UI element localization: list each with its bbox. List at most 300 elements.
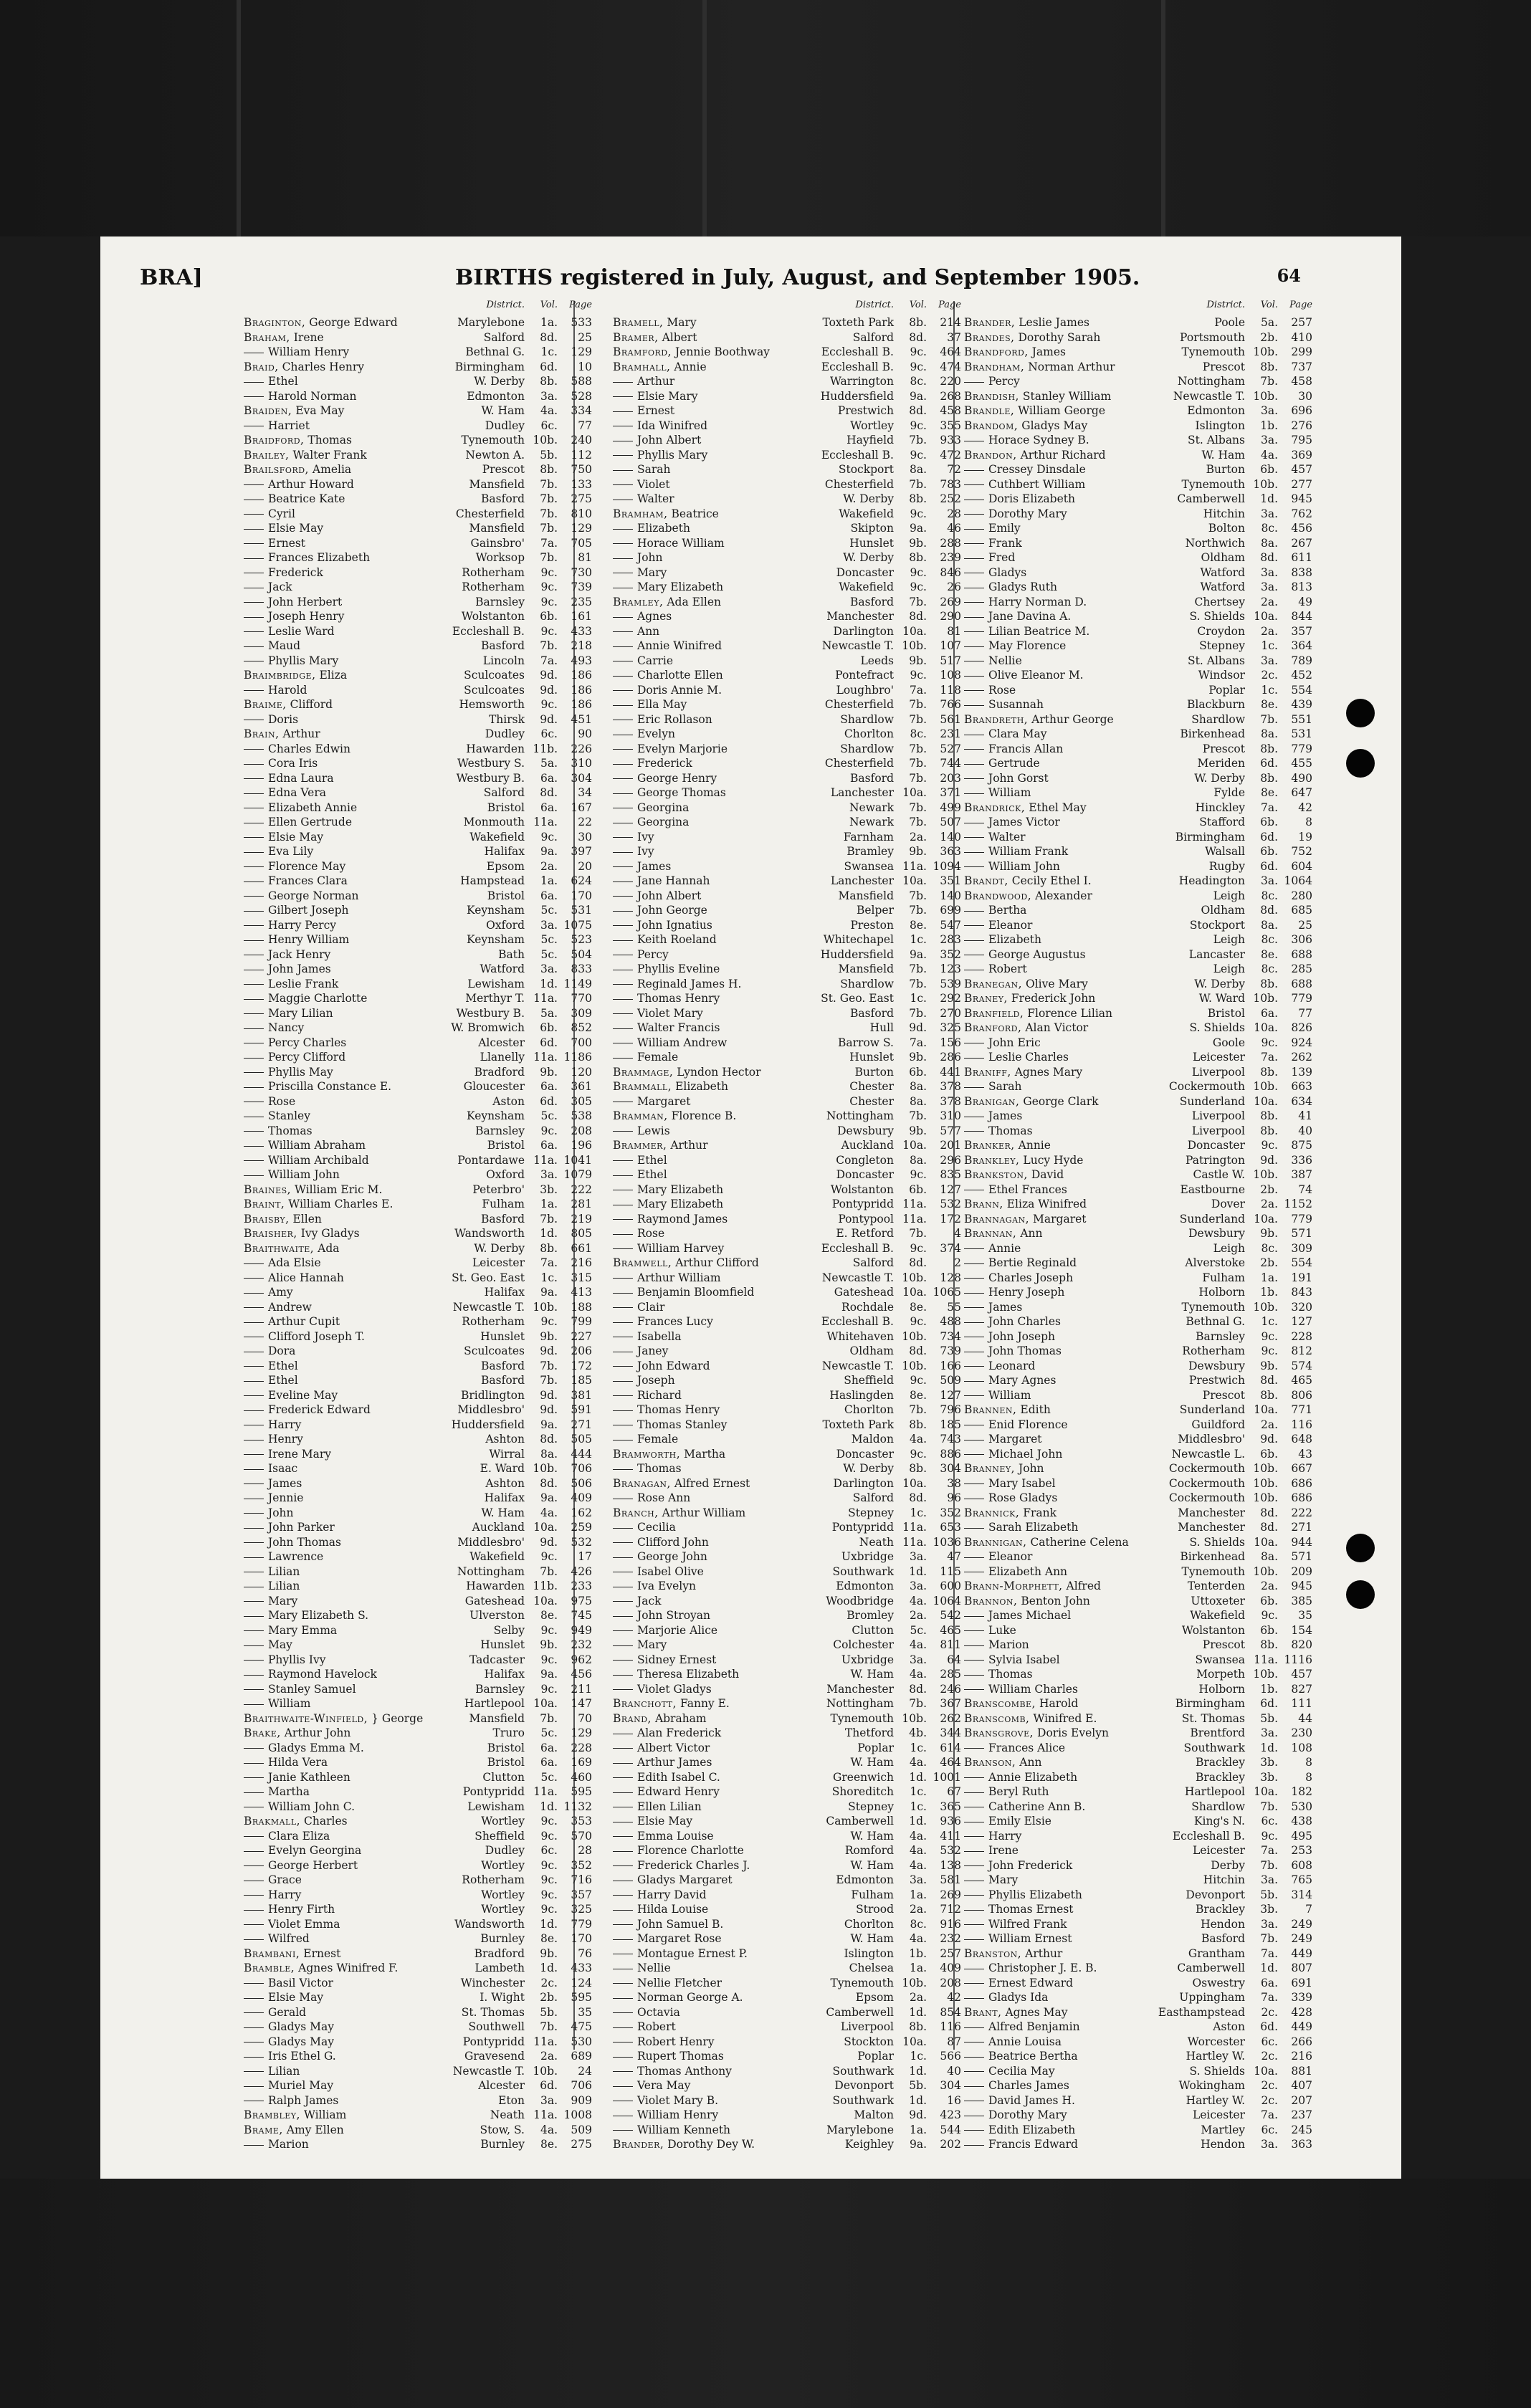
entry-page: 571 [1291,1227,1312,1240]
entry-volume: 9d. [540,712,558,726]
entry-name [613,1226,664,1241]
entry-volume: 10a. [902,786,927,799]
entry-district: W. Derby [843,551,894,564]
register-entry [964,1608,1315,1623]
entry-page: 46 [947,522,961,535]
ditto-dash [964,1924,984,1925]
entry-page: 353 [571,1815,592,1828]
register-entry [613,1667,964,1682]
register-entry [964,1770,1315,1785]
entry-page: 532 [940,1844,961,1857]
entry-page: 1001 [933,1770,961,1784]
entry-volume: 5c. [540,947,558,961]
entry-forenames: Mary Lilian [268,1006,333,1020]
entry-volume: 6a. [540,771,558,785]
entry-volume: 9a. [540,845,558,858]
entry-forenames: Mary Agnes [988,1374,1057,1387]
register-entry [613,1271,964,1286]
entry-volume: 8d. [1260,551,1278,564]
register-entry [613,1388,964,1403]
register-entry [613,521,964,536]
entry-volume: 9c. [540,1888,558,1901]
entry-district: Thirsk [488,712,525,726]
entry-page: 281 [571,1198,592,1210]
entry-district: Nottingham [457,1564,525,1578]
ditto-dash [244,1146,264,1147]
entry-volume: 3a. [1260,654,1278,667]
entry-page: 112 [571,448,592,462]
entry-page: 532 [571,1535,592,1549]
entry-forenames: Agnes May [1005,2005,1068,2019]
entry-volume: 1c. [910,1785,927,1798]
ditto-dash [244,1704,264,1705]
entry-district: W. Ham [850,1829,894,1843]
entry-district: Bristol [1207,1006,1245,1020]
ditto-dash [964,778,984,779]
ditto-dash [244,1293,264,1294]
entry-volume: 8a. [1260,1550,1278,1563]
entry-forenames: William Abraham [268,1139,366,1152]
register-entry [244,859,595,874]
entry-volume: 5c. [540,1726,558,1739]
entry-forenames: Doris Elizabeth [988,492,1075,505]
entry-district: Ashton [485,1433,525,1446]
entry-district: Chorlton [844,1403,894,1416]
entry-volume: 9c. [910,1168,927,1181]
entry-page: 852 [571,1021,592,1034]
entry-name [244,580,292,595]
register-entry [613,2093,964,2108]
register-entry [244,1653,595,1668]
entry-district: Manchester [826,610,894,623]
entry-page: 1094 [933,859,961,873]
entry-forenames: Ernest Edward [988,1976,1074,1989]
register-entry [613,1653,964,1668]
entry-name [244,1271,344,1286]
entry-district: Pontypridd [831,1521,894,1534]
register-entry [964,1124,1315,1139]
ditto-dash [613,705,633,706]
entry-district: Fylde [1213,786,1245,799]
register-entry [964,756,1315,771]
entry-volume: 8c. [1261,1241,1278,1255]
entry-page: 19 [1298,830,1312,844]
entry-volume: 7b. [1260,1858,1278,1872]
register-entry [964,315,1315,330]
entry-forenames: John [1019,1462,1044,1475]
entry-forenames: John [268,1506,294,1519]
entry-page: 577 [940,1124,961,1137]
entry-name [613,874,710,889]
ditto-dash [244,2071,264,2072]
entry-district: Bristol [487,1756,525,1769]
register-entry [244,801,595,816]
register-entry [613,1285,964,1300]
entry-page: 262 [940,1711,961,1725]
entry-volume: 7b. [909,904,927,917]
entry-forenames: Lilian [268,2064,300,2078]
ditto-dash [613,1924,633,1925]
entry-district: Camberwell [826,1815,894,1828]
ditto-dash [613,1777,633,1778]
entry-district: Chelsea [849,1962,894,1974]
entry-volume: 7b. [909,1403,927,1416]
entry-volume: 1c. [910,933,927,946]
entry-forenames: James Michael [988,1609,1072,1622]
entry-forenames: Irene Mary [268,1447,332,1461]
entry-name [964,1167,1064,1182]
entry-district: Hitchin [1203,507,1245,520]
entry-district: Edmonton [467,389,525,403]
entry-page: 371 [940,786,961,799]
entry-volume: 1d. [540,1800,558,1813]
entry-page: 812 [1291,1344,1312,1357]
entry-name [244,1418,301,1433]
entry-surname: Brankley, [964,1153,1020,1167]
entry-district: Woodbridge [826,1594,894,1607]
entry-volume: 2a. [1260,1418,1278,1431]
ditto-dash [613,1322,633,1323]
entry-name [244,1403,371,1418]
register-entry [244,874,595,889]
entry-district: Northwich [1185,536,1245,550]
entry-page: 8 [1305,1756,1312,1769]
entry-name [613,947,669,962]
entry-volume: 7b. [540,1212,558,1226]
entry-forenames: Leslie Frank [268,977,339,990]
entry-name [244,771,334,786]
ditto-dash [964,852,984,853]
register-entry [964,1271,1315,1286]
register-entry [964,2035,1315,2050]
entry-page: 81 [947,624,961,638]
entry-forenames: Christopher J. E. B. [988,1962,1097,1974]
register-entry [244,1961,595,1976]
entry-volume: 7b. [909,771,927,785]
entry-page: 170 [571,889,592,902]
entry-volume: 8b. [540,1241,558,1255]
entry-volume: 7b. [1260,1800,1278,1813]
entry-volume: 7b. [540,551,558,564]
entry-name [613,374,674,389]
entry-page: 182 [1291,1785,1312,1798]
entry-district: Devonport [1186,1888,1245,1901]
register-entry [244,389,595,404]
entry-volume: 6d. [1260,757,1278,770]
entry-name [613,2005,680,2020]
register-entry [244,2049,595,2064]
entry-district: Manchester [1178,1521,1245,1534]
entry-surname: Branegan, [964,977,1023,990]
entry-forenames: Harry David [637,1888,707,1901]
register-entry [964,1696,1315,1711]
entry-forenames: Elizabeth [988,933,1041,946]
register-entry [964,903,1315,918]
entry-district: Eastbourne [1180,1182,1245,1196]
entry-district: Eccleshall B. [821,448,894,462]
entry-volume: 9a. [540,1491,558,1504]
ditto-dash [964,1998,984,1999]
entry-page: 24 [578,2064,592,2078]
register-entry [964,801,1315,816]
entry-forenames: William John [988,859,1060,873]
entry-page: 653 [940,1521,961,1534]
entry-name [964,1182,1067,1198]
entry-name [244,1212,322,1227]
entry-page: 107 [940,639,961,652]
entry-name [964,1594,1090,1609]
entry-page: 30 [578,830,592,844]
entry-page: 90 [578,727,592,740]
entry-volume: 8d. [1260,904,1278,917]
entry-forenames: Catherine Celena [1030,1535,1129,1549]
ditto-dash [964,1792,984,1793]
entry-forenames: Marion [988,1638,1029,1651]
register-entry [244,2123,595,2138]
entry-volume: 9b. [909,1124,927,1137]
ditto-dash [964,1645,984,1646]
entry-page: 765 [1291,1873,1312,1886]
entry-district: Hendon [1201,2138,1245,2151]
entry-forenames: Carrie [637,654,674,667]
entry-district: Salford [483,330,525,344]
entry-forenames: Martha [684,1447,726,1461]
register-entry [613,624,964,639]
entry-page: 789 [1291,654,1312,667]
entry-page: 277 [1291,477,1312,491]
entry-volume: 8b. [909,2020,927,2033]
entry-page: 739 [940,1344,961,1357]
entry-page: 209 [1291,1564,1312,1578]
register-entry [613,1050,964,1065]
register-column-1 [244,300,595,2152]
entry-name [964,1682,1078,1697]
entry-forenames: Thomas [268,1124,313,1137]
entry-name [244,1873,302,1888]
entry-page: 271 [571,1418,592,1431]
entry-name [964,1888,1082,1903]
entry-page: 140 [940,830,961,844]
entry-volume: 8e. [1261,947,1278,961]
entry-surname: Branch, [613,1506,659,1519]
ditto-dash [964,1689,984,1690]
entry-district: W. Ham [850,1858,894,1872]
entry-volume: 3b. [540,1182,558,1196]
entry-district: Wortley [850,419,894,432]
entry-name [964,1109,1022,1124]
entry-forenames: Thomas Anthony [637,2064,732,2078]
entry-volume: 3a. [909,1580,927,1592]
entry-page: 211 [571,1682,592,1696]
film-stripe [702,0,707,236]
ditto-dash [964,1851,984,1852]
register-entry [613,1829,964,1844]
register-entry [613,815,964,830]
entry-name [613,1065,761,1080]
register-entry [613,1153,964,1168]
entry-name [964,1388,1031,1403]
entry-forenames: Mary [268,1594,298,1607]
entry-name [244,830,323,845]
entry-name [244,1535,341,1550]
entry-volume: 2a. [1260,1198,1278,1210]
entry-name [244,1667,377,1682]
entry-surname: Bramble, [244,1962,295,1974]
entry-forenames: Isabel Olive [637,1564,704,1578]
entry-volume: 1d. [540,1227,558,1240]
register-entry [244,712,595,727]
register-entry [964,712,1315,727]
entry-name [613,771,717,786]
entry-name [964,2020,1080,2035]
entry-volume: 6c. [1261,1815,1278,1828]
entry-forenames: Frances Elizabeth [268,551,371,564]
entry-name [244,2078,333,2093]
entry-forenames: Enid Florence [988,1418,1068,1431]
entry-forenames: Charles Joseph [988,1271,1074,1284]
entry-volume: 8a. [909,1080,927,1093]
entry-forenames: Agnes [637,610,672,623]
entry-page: 916 [940,1917,961,1931]
entry-name [613,330,697,345]
entry-forenames: Dorothy Mary [988,2108,1067,2121]
entry-forenames: Violet Mary B. [637,2093,719,2107]
ditto-dash [964,1836,984,1837]
entry-volume: 8d. [1260,1374,1278,1387]
entry-district: Chester [849,1080,894,1093]
entry-name [613,785,726,801]
entry-name [964,1696,1078,1711]
entry-volume: 6b. [1260,463,1278,476]
entry-name [613,639,722,654]
entry-page: 433 [571,1962,592,1974]
register-entry [613,1344,964,1359]
entry-page: 595 [571,1991,592,2004]
entry-name [964,360,1115,375]
register-entry [244,1814,595,1829]
entry-forenames: Gladys [988,565,1027,579]
register-entry [613,727,964,742]
entry-forenames: Phyllis May [268,1065,333,1079]
entry-district: Rotherham [462,1873,525,1886]
entry-forenames: Thomas [988,1124,1033,1137]
entry-name [244,977,338,992]
entry-page: 10 [578,360,592,373]
entry-volume: 7a. [1260,1844,1278,1857]
entry-name [964,1800,1085,1815]
entry-forenames: John Parker [268,1521,335,1534]
entry-name [964,1976,1073,1991]
entry-volume: 8a. [1260,918,1278,932]
entry-district: Preston [850,918,894,932]
register-entry [244,624,595,639]
register-entry [244,1535,595,1550]
district-heading: District. [855,300,894,310]
entry-volume: 11a. [902,1521,927,1534]
entry-name [244,1094,295,1109]
entry-volume: 9d. [1260,1153,1278,1167]
entry-forenames: Octavia [637,2005,680,2019]
entry-name [244,2005,306,2020]
entry-forenames: Jack Henry [268,947,331,961]
ditto-dash [244,999,264,1000]
entry-forenames: John Herbert [268,595,343,608]
register-entry [613,1021,964,1036]
ditto-dash [964,1630,984,1631]
ditto-dash [244,1895,264,1896]
entry-page: 531 [571,904,592,917]
entry-district: Sculcoates [464,669,525,682]
register-entry [613,1946,964,1962]
ditto-dash [244,396,264,397]
register-entry [244,1388,595,1403]
entry-forenames: Gladys Emma M. [268,1741,364,1754]
entry-district: Eccleshall B. [821,1241,894,1255]
entry-volume: 4a. [540,404,558,417]
register-entry [244,1182,595,1198]
entry-page: 35 [1298,1609,1312,1622]
entry-name [613,727,675,742]
entry-name [964,962,1027,977]
entry-name [244,785,326,801]
register-entry [964,1549,1315,1564]
entry-name [244,1109,310,1124]
entry-name [613,712,712,727]
entry-volume: 6d. [1260,859,1278,873]
ditto-dash [244,1865,264,1866]
entry-forenames: William John C. [268,1800,356,1813]
entry-name [613,844,654,859]
entry-page: 811 [940,1638,961,1651]
register-entry [964,2108,1315,2123]
register-entry [613,345,964,360]
entry-surname: Brannick, [964,1506,1020,1519]
entry-forenames: George Clark [1023,1094,1099,1108]
entry-district: Easthampstead [1158,2005,1245,2019]
entry-forenames: Francis Edward [988,2138,1078,2151]
entry-forenames: Harry Percy [268,918,337,932]
entry-district: Chesterfield [824,698,894,711]
entry-page: 949 [571,1623,592,1637]
entry-district: Dewsbury [1188,1227,1245,1240]
entry-district: Leicester [472,1256,525,1269]
ditto-dash [613,1748,633,1749]
register-entry [613,1755,964,1770]
register-entry [244,1491,595,1506]
entry-volume: 10a. [1254,1785,1278,1798]
register-entry [613,2049,964,2064]
entry-page: 369 [1291,448,1312,462]
entry-page: 507 [940,816,961,828]
register-entry [244,697,595,712]
entry-page: 779 [1291,742,1312,755]
entry-page: 648 [1291,1433,1312,1446]
entry-volume: 7a. [909,1036,927,1049]
entry-district: W. Ham [850,1932,894,1945]
entry-name [964,1931,1072,1946]
register-entry [964,1990,1315,2005]
entry-district: Brackley [1195,1756,1245,1769]
entry-volume: 10b. [902,1329,927,1343]
entry-forenames: Mary [637,1638,667,1651]
entry-district: Shoreditch [831,1785,894,1798]
entry-page: 571 [1291,1550,1312,1563]
entry-name [613,1329,682,1344]
entry-district: Holborn [1198,1286,1245,1299]
register-entry [613,433,964,448]
register-entry [964,536,1315,551]
entry-page: 762 [1291,507,1312,520]
